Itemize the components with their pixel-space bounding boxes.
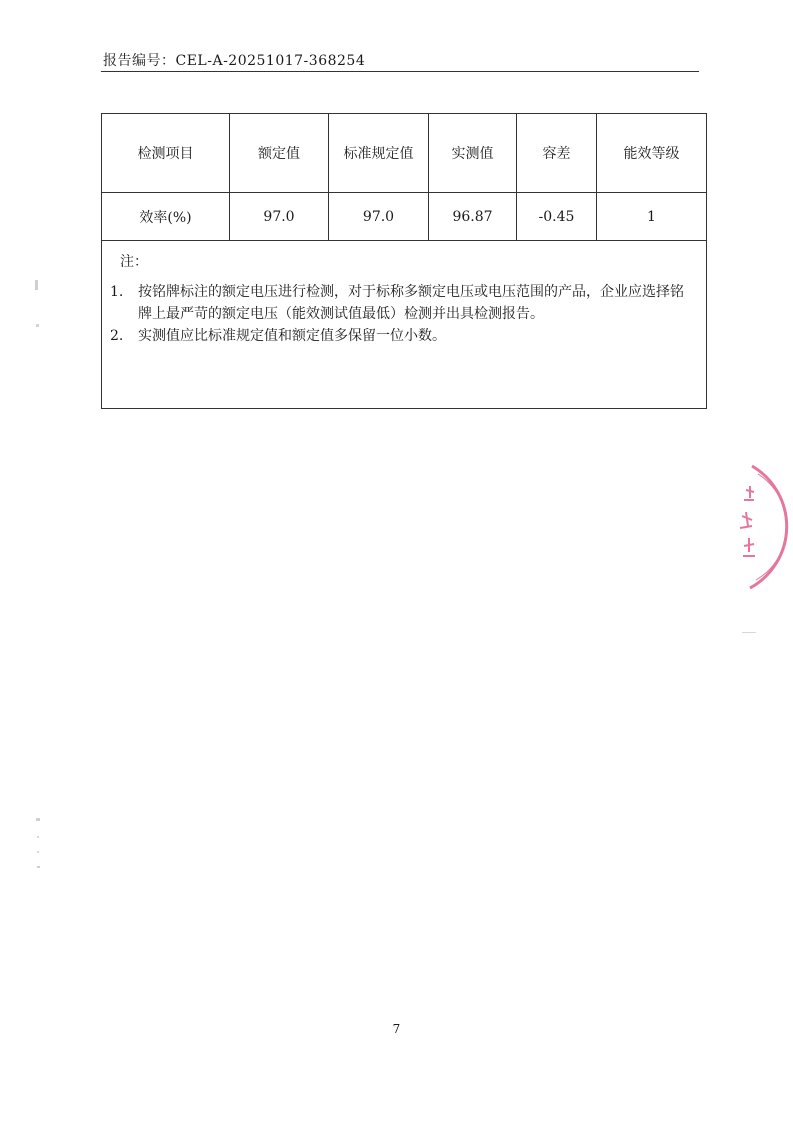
note-number: 2. bbox=[110, 328, 124, 344]
note-text: 按铭牌标注的额定电压进行检测，对于标称多额定电压或电压范围的产品，企业应选择铭牌上最严苛的额定电压（能效测试值最低）检测并出具检测报告。 bbox=[138, 284, 684, 322]
table-cell: 97.0 bbox=[230, 193, 329, 241]
column-header: 标准规定值 bbox=[329, 114, 429, 193]
table-cell: 效率(%) bbox=[102, 193, 230, 241]
table-cell: -0.45 bbox=[517, 193, 597, 241]
note-text: 实测值应比标准规定值和额定值多保留一位小数。 bbox=[138, 328, 446, 344]
table-cell: 1 bbox=[597, 193, 707, 241]
table-cell: 97.0 bbox=[329, 193, 429, 241]
report-number: 报告编号：CEL-A-20251017-368254 bbox=[103, 53, 366, 69]
column-header: 额定值 bbox=[230, 114, 329, 193]
table-cell: 96.87 bbox=[429, 193, 517, 241]
column-header: 容差 bbox=[517, 114, 597, 193]
notes-title: 注： bbox=[120, 254, 148, 270]
column-header: 能效等级 bbox=[597, 114, 707, 193]
column-header: 实测值 bbox=[429, 114, 517, 193]
column-header: 检测项目 bbox=[102, 114, 230, 193]
page-number: 7 bbox=[392, 1022, 401, 1036]
note-number: 1. bbox=[110, 284, 124, 300]
